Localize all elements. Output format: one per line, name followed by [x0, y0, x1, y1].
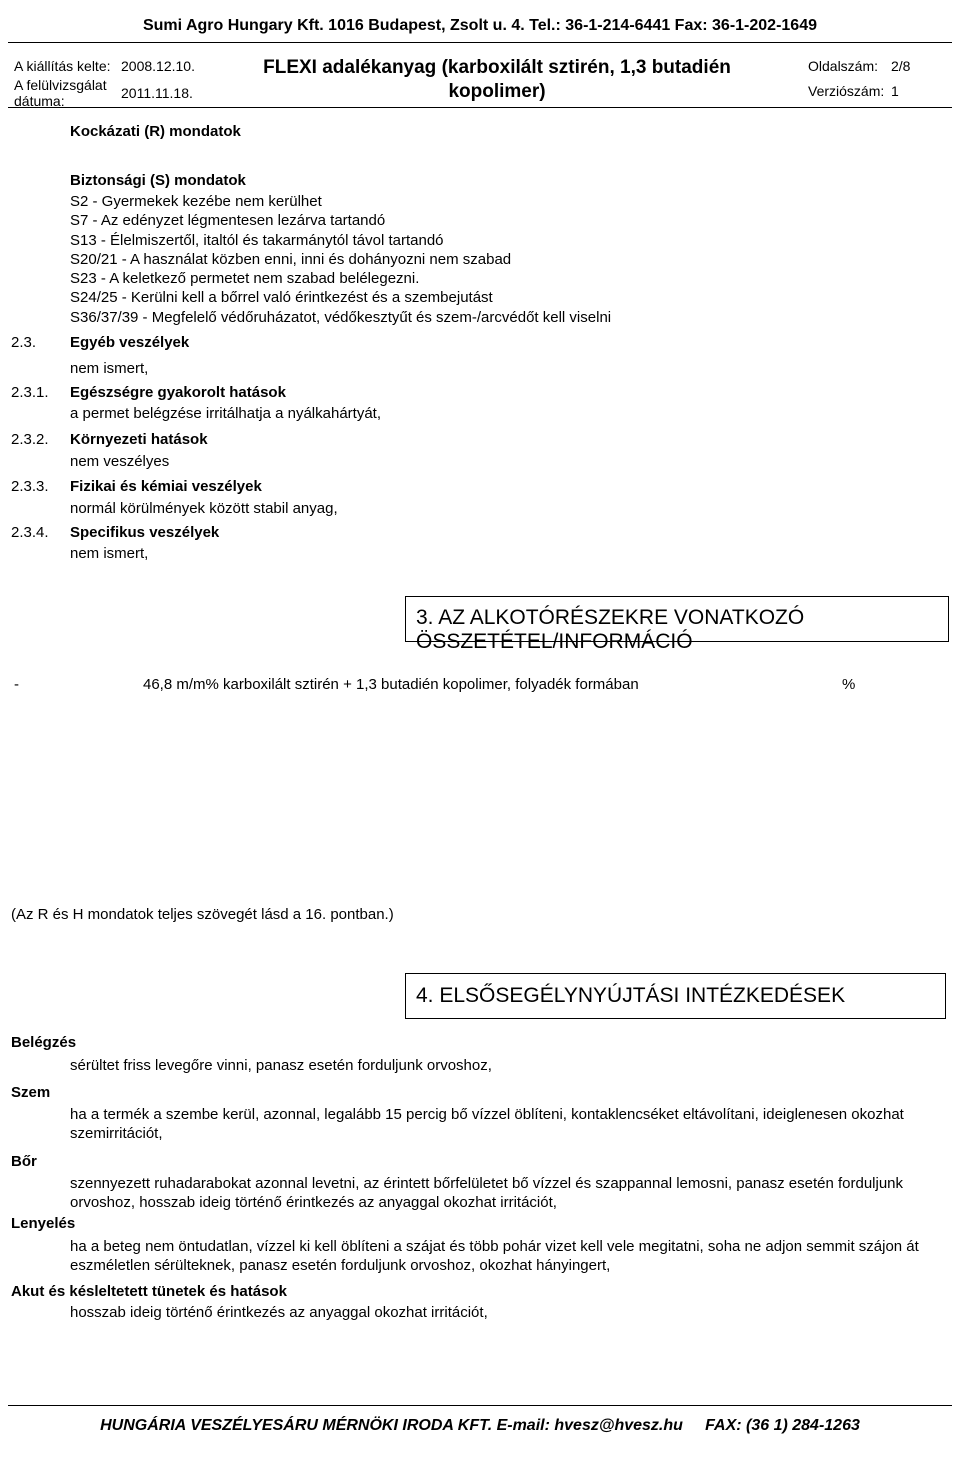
section-4-header: [405, 973, 946, 1019]
first-aid-text: hosszab ideig történő érintkezés az anyaggal okozhat irritációt,: [70, 1304, 488, 1321]
first-aid-text: ha a beteg nem öntudatlan, vízzel ki kell öblíteni a szájat és több pohár vizet kell vele megitatni, soha ne adjon semmit szájon át eszméletlen sérülteknek, panasz esetén forduljunk orvoshoz, okozhat hányingert,: [70, 1238, 919, 1274]
first-aid-text: ha a termék a szembe kerül, azonnal, legalább 15 percig bő vízzel öblíteni, kontaklencséket eltávolítani, ideiglenesen okozhat szemirritációt,: [70, 1106, 904, 1142]
hazard-text: a permet belégzése irritálhatja a nyálkahártyát,: [70, 405, 382, 422]
page-number-label: Oldalszám:: [808, 58, 879, 74]
hazard-number: 2.3.1.: [11, 384, 49, 401]
s-phrase: S36/37/39 - Megfelelő védőruházatot, védőkesztyűt és szem-/arcvédőt kell viselni: [70, 308, 612, 326]
first-aid-label: Akut és késleltetett tünetek és hatások: [11, 1283, 287, 1300]
composition-dash: -: [14, 676, 19, 693]
hazard-text: nem ismert,: [70, 360, 149, 377]
first-aid-text: sérültet friss levegőre vinni, panasz esetén forduljunk orvoshoz,: [70, 1057, 492, 1074]
first-aid-label: Belégzés: [11, 1034, 77, 1051]
s-phrase: S7 - Az edényzet légmentesen lezárva tartandó: [70, 212, 386, 230]
hazard-text: normál körülmények között stabil anyag,: [70, 500, 338, 517]
r-h-phrases-note: (Az R és H mondatok teljes szövegét lásd a 16. pontban.): [11, 906, 394, 923]
document-title: [232, 56, 762, 104]
first-aid-label: Lenyelés: [11, 1215, 76, 1232]
first-aid-label: Bőr: [11, 1153, 37, 1170]
s-phrase: S13 - Élelmiszertől, italtól és takarmánytól távol tartandó: [70, 231, 444, 249]
header-top-rule: [8, 42, 952, 43]
hazard-title: Környezeti hatások: [70, 431, 208, 448]
section-3-title: 3. AZ ALKOTÓRÉSZEKRE VONATKOZÓ ÖSSZETÉTEL/INFORMÁCIÓ: [416, 606, 805, 653]
version-number: 1: [891, 83, 899, 99]
header-bottom-rule: [8, 107, 952, 108]
hazard-number: 2.3.: [11, 334, 37, 351]
document-title-line-2: kopolimer): [448, 81, 546, 102]
review-date: 2011.11.18.: [121, 85, 193, 101]
r-phrases-heading: Kockázati (R) mondatok: [70, 123, 241, 140]
document-title-line-1: FLEXI adalékanyag (karboxilált sztirén, 1,3 butadién: [263, 57, 731, 78]
hazard-number: 2.3.2.: [11, 431, 49, 448]
s-phrase: S24/25 - Kerülni kell a bőrrel való érintkezést és a szembejutást: [70, 289, 493, 307]
s-phrases-list: [70, 192, 611, 327]
composition-text: 46,8 m/m% karboxilált sztirén + 1,3 butadién kopolimer, folyadék formában: [143, 676, 639, 693]
s-phrases-heading: Biztonsági (S) mondatok: [70, 172, 246, 189]
hazard-title: Specifikus veszélyek: [70, 524, 220, 541]
footer-contact: HUNGÁRIA VESZÉLYESÁRU MÉRNÖKI IRODA KFT. E-mail: hvesz@hvesz.hu FAX: (36 1) 284-1263: [100, 1417, 860, 1434]
company-header: Sumi Agro Hungary Kft. 1016 Budapest, Zsolt u. 4. Tel.: 36-1-214-6441 Fax: 36-1-202-1649: [142, 17, 817, 34]
issue-date-label: A kiállítás kelte:: [14, 58, 111, 74]
page-number: 2/8: [891, 58, 911, 74]
hazard-number: 2.3.4.: [11, 524, 49, 541]
first-aid-label: Szem: [11, 1084, 51, 1101]
version-label: Verziószám:: [808, 83, 885, 99]
section-4-title: 4. ELSŐSEGÉLYNYÚJTÁSI INTÉZKEDÉSEK: [416, 984, 846, 1007]
s-phrase: S2 - Gyermekek kezébe nem kerülhet: [70, 193, 322, 210]
hazard-title: Egészségre gyakorolt hatások: [70, 384, 286, 401]
issue-date: 2008.12.10.: [121, 58, 195, 74]
first-aid-text: szennyezett ruhadarabokat azonnal levetni, az érintett bőrfelületet bő vízzel és szappannal lemosni, panasz esetén forduljunk orvoshoz, hosszab ideig történő érintkezés az anyaggal okozhat irritációt,: [70, 1175, 904, 1211]
footer-rule: [8, 1405, 952, 1406]
hazard-number: 2.3.3.: [11, 478, 49, 495]
hazard-text: nem veszélyes: [70, 453, 170, 470]
composition-unit: %: [842, 676, 856, 693]
review-date-label-2: dátuma:: [14, 93, 65, 109]
section-3-header: [405, 596, 949, 653]
hazard-title: Fizikai és kémiai veszélyek: [70, 478, 262, 495]
hazard-title: Egyéb veszélyek: [70, 334, 190, 351]
s-phrase: S23 - A keletkező permetet nem szabad belélegezni.: [70, 270, 420, 288]
s-phrase: S20/21 - A használat közben enni, inni és dohányozni nem szabad: [70, 250, 512, 268]
hazard-text: nem ismert,: [70, 545, 149, 562]
review-date-label-1: A felülvizsgálat: [14, 77, 107, 93]
